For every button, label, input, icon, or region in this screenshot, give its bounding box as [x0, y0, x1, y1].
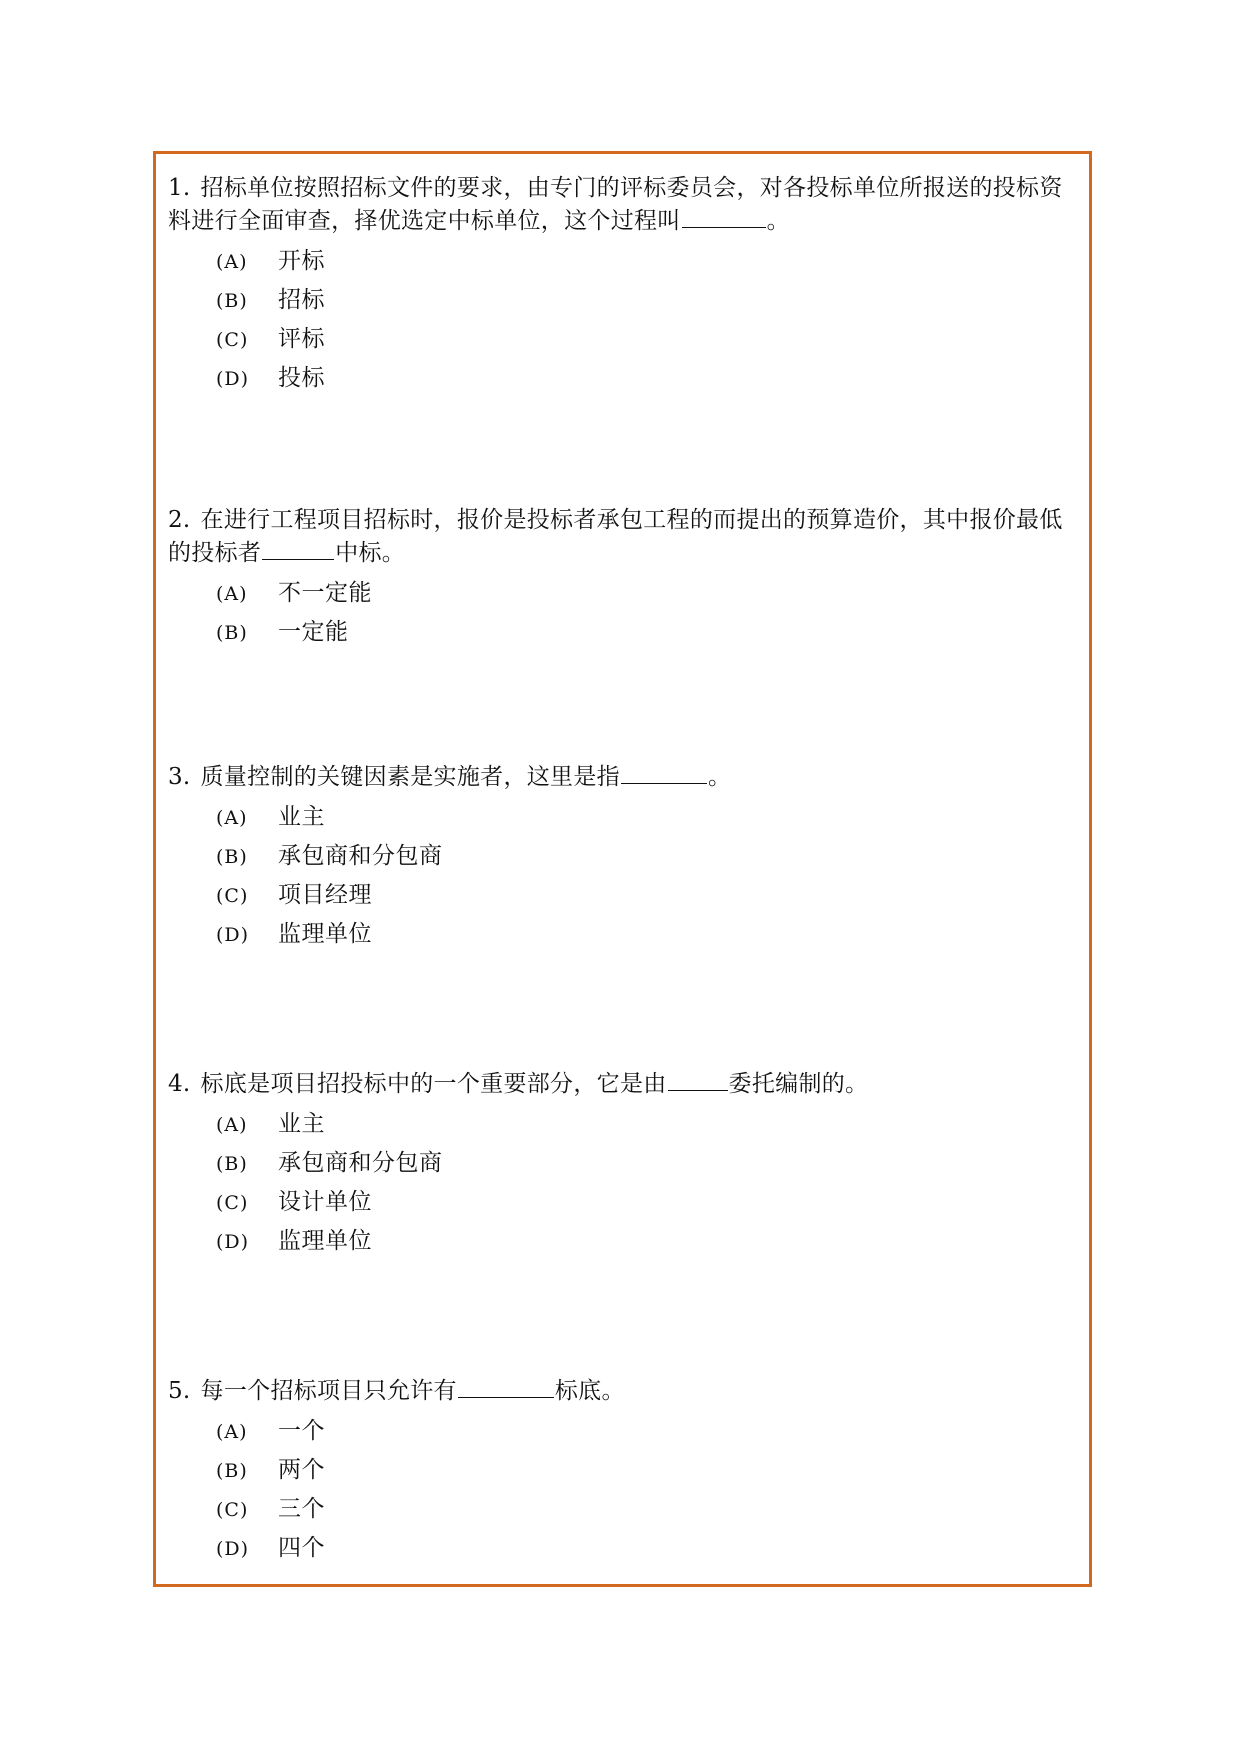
option-list: [168, 574, 1074, 652]
option-text: 项目经理: [278, 882, 372, 908]
option-letter: (A): [216, 583, 248, 605]
option-a[interactable]: [216, 574, 1074, 613]
stem-text: 招标单位按照招标文件的要求，由专门的评标委员会，对各投标单位所报送的投标资料进行全面审查，择优选定中标单位，这个过程叫: [168, 175, 1063, 234]
question-1: [168, 172, 1074, 398]
option-letter: (C): [216, 1499, 249, 1521]
option-text: 不一定能: [278, 580, 372, 606]
option-letter: (A): [216, 1421, 248, 1443]
option-letter: (B): [216, 1460, 248, 1482]
answer-blank: [682, 205, 766, 228]
option-text: 监理单位: [278, 921, 372, 947]
option-list: [168, 242, 1074, 398]
option-text: 承包商和分包商: [278, 1150, 443, 1176]
stem-text-end: 。: [766, 208, 790, 234]
option-list: [168, 1412, 1074, 1568]
question-4: [168, 1068, 1074, 1261]
stem-text-end: 标底。: [554, 1378, 625, 1404]
option-d[interactable]: [216, 915, 1074, 954]
option-b[interactable]: [216, 281, 1074, 320]
stem-text: 每一个招标项目只允许有: [200, 1378, 457, 1404]
option-text: 四个: [278, 1535, 325, 1561]
option-letter: (B): [216, 846, 248, 868]
option-list: [168, 798, 1074, 954]
option-c[interactable]: [216, 1183, 1074, 1222]
option-d[interactable]: [216, 1529, 1074, 1568]
option-b[interactable]: [216, 613, 1074, 652]
option-d[interactable]: [216, 1222, 1074, 1261]
option-c[interactable]: [216, 876, 1074, 915]
question-number: 4.: [168, 1071, 191, 1097]
option-text: 一定能: [278, 619, 349, 645]
option-text: 设计单位: [278, 1189, 372, 1215]
answer-blank: [262, 537, 334, 560]
option-a[interactable]: [216, 798, 1074, 837]
option-letter: (D): [216, 368, 250, 390]
option-text: 一个: [278, 1418, 325, 1444]
stem-text: 标底是项目招投标中的一个重要部分，它是由: [200, 1071, 667, 1097]
question-stem: [168, 504, 1074, 570]
option-letter: (B): [216, 290, 248, 312]
option-c[interactable]: [216, 1490, 1074, 1529]
question-2: [168, 504, 1074, 652]
option-letter: (D): [216, 1538, 250, 1560]
option-list: [168, 1105, 1074, 1261]
option-text: 三个: [278, 1496, 325, 1522]
option-a[interactable]: [216, 1105, 1074, 1144]
question-number: 3.: [168, 764, 191, 790]
option-text: 业主: [278, 1111, 325, 1137]
stem-text-end: 中标。: [335, 540, 406, 566]
option-letter: (A): [216, 251, 248, 273]
option-c[interactable]: [216, 320, 1074, 359]
option-d[interactable]: [216, 359, 1074, 398]
option-letter: (A): [216, 1114, 248, 1136]
option-text: 两个: [278, 1457, 325, 1483]
option-text: 监理单位: [278, 1228, 372, 1254]
stem-text-end: 。: [707, 764, 732, 790]
option-text: 承包商和分包商: [278, 843, 443, 869]
option-letter: (C): [216, 885, 249, 907]
option-a[interactable]: [216, 1412, 1074, 1451]
stem-text: 质量控制的关键因素是实施者，这里是指: [200, 764, 620, 790]
question-number: 5.: [168, 1378, 191, 1404]
answer-blank: [621, 761, 707, 784]
question-3: [168, 761, 1074, 954]
option-letter: (B): [216, 622, 248, 644]
answer-blank: [458, 1375, 554, 1398]
question-5: [168, 1375, 1074, 1568]
option-text: 招标: [278, 287, 325, 313]
option-letter: (D): [216, 924, 250, 946]
option-text: 开标: [278, 248, 325, 274]
question-number: 1.: [168, 175, 191, 201]
option-b[interactable]: [216, 1144, 1074, 1183]
stem-text: 在进行工程项目招标时，报价是投标者承包工程的而提出的预算造价，其中报价最低的投标者: [168, 507, 1063, 566]
option-text: 评标: [278, 326, 325, 352]
answer-blank: [668, 1068, 728, 1091]
question-stem: [168, 761, 1074, 794]
option-letter: (A): [216, 807, 248, 829]
option-letter: (D): [216, 1231, 250, 1253]
question-stem: [168, 1068, 1074, 1101]
question-stem: [168, 172, 1074, 238]
option-a[interactable]: [216, 242, 1074, 281]
option-letter: (C): [216, 1192, 249, 1214]
option-letter: (B): [216, 1153, 248, 1175]
option-b[interactable]: [216, 837, 1074, 876]
question-number: 2.: [168, 507, 191, 533]
question-frame: [153, 151, 1092, 1587]
option-text: 业主: [278, 804, 325, 830]
stem-text-end: 委托编制的。: [728, 1071, 869, 1097]
option-letter: (C): [216, 329, 249, 351]
option-b[interactable]: [216, 1451, 1074, 1490]
question-stem: [168, 1375, 1074, 1408]
option-text: 投标: [278, 365, 325, 391]
